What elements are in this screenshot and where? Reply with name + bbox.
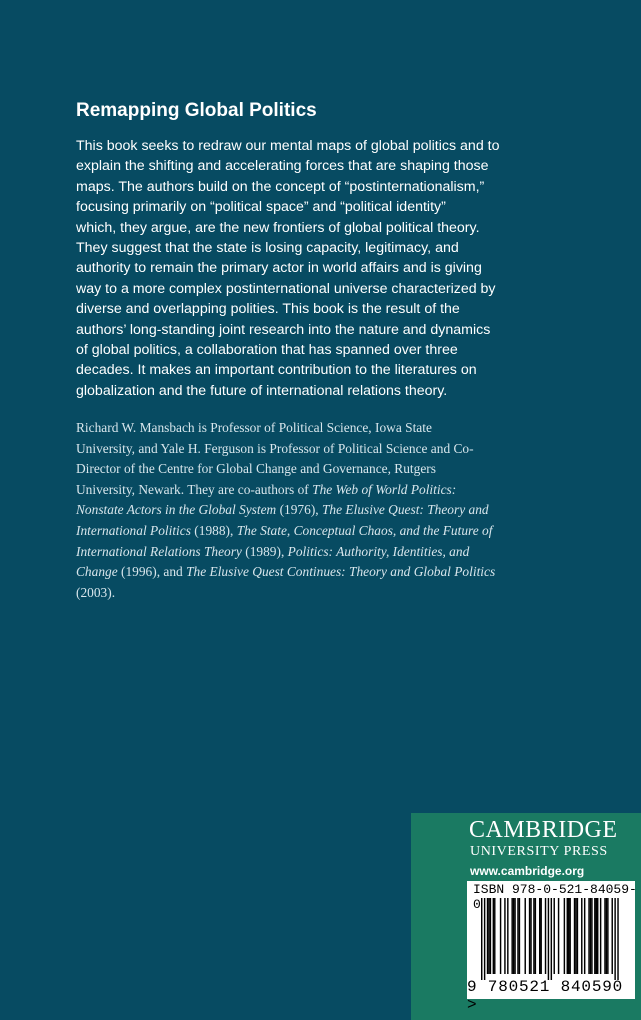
bio-line [76, 542, 506, 563]
description-line: decades. It makes an important contribution to the literatures on [76, 362, 477, 379]
barcode-bar [617, 898, 618, 980]
book-reference: International Relations Theory [76, 543, 242, 559]
barcode-bar [612, 898, 613, 974]
barcode-bar [493, 898, 494, 974]
book-reference: The Elusive Quest: Theory and [321, 502, 489, 518]
barcode-bar [551, 898, 552, 980]
barcode-bar [529, 898, 530, 974]
barcode-bar [606, 898, 607, 974]
description-line: which, they argue, are the new frontiers of global political theory. [76, 219, 480, 236]
barcode-bar [519, 898, 520, 974]
barcode-bar [545, 898, 546, 974]
book-reference: The Web of World Politics: [312, 481, 457, 497]
bio-line [76, 562, 506, 583]
barcode-bar [588, 898, 589, 974]
book-reference: Nonstate Actors in the Global System [76, 502, 277, 518]
barcode-bar [514, 898, 515, 974]
barcode-bar [513, 898, 514, 974]
bio-line: Richard W. Mansbach is Professor of Political Science, Iowa State [76, 420, 432, 435]
barcode-bar [517, 898, 518, 974]
barcode-bar [591, 898, 592, 974]
barcode-bar [494, 898, 495, 974]
barcode-bar [511, 898, 512, 974]
barcode-bar [488, 898, 489, 974]
barcode-bar [507, 898, 508, 974]
bio-text: (1976), [276, 502, 322, 518]
barcode-bar [481, 898, 482, 980]
barcode-bar [504, 898, 505, 974]
barcode-bar [535, 898, 536, 974]
barcode-bar [533, 898, 534, 974]
description-line: authority to remain the primary actor in world affairs and is giving [76, 260, 482, 277]
description-line: maps. The authors build on the concept of “postinternationalism,” [76, 178, 485, 195]
book-reference: International Politics [76, 522, 191, 538]
description-line: This book seeks to redraw our mental maps of global politics and to [76, 138, 500, 154]
book-reference: Change [76, 564, 118, 580]
barcode-bar [530, 898, 531, 974]
description-line: authors’ long-standing joint research into the nature and dynamics [76, 321, 491, 338]
bio-line: University, and Yale H. Ferguson is Professor of Political Science and Co- [76, 440, 474, 456]
barcode-bar [567, 898, 568, 974]
bio-line: (2003). [76, 584, 116, 600]
barcode-bar [554, 898, 555, 974]
barcode-bar [581, 898, 582, 974]
description-line: globalization and the future of international relations theory. [76, 382, 448, 399]
book-reference: The State, Conceptual Chaos, and the Future of [236, 522, 493, 538]
barcode-bar [564, 898, 565, 974]
bio-text: (1996), and [117, 564, 187, 580]
barcode-bar [558, 898, 559, 974]
barcode-bar [525, 898, 526, 974]
isbn-label: ISBN 978-0-521-84059-0 [473, 882, 637, 912]
description-line: They suggest that the state is losing capacity, legitimacy, and [76, 240, 459, 257]
author-bio [76, 418, 506, 603]
barcode-bar [484, 898, 485, 980]
barcode-bar [596, 898, 597, 974]
barcode-bar [594, 898, 595, 974]
barcode-bar [604, 898, 605, 974]
barcode-bar [569, 898, 570, 974]
publisher-logo-name: CAMBRIDGE [469, 817, 618, 843]
barcode-bar [540, 898, 541, 974]
publisher-url: www.cambridge.org [470, 864, 585, 878]
bio-text: University, Newark. They are co-authors of [76, 481, 313, 497]
barcode-bar [568, 898, 569, 974]
book-reference: The Elusive Quest Continues: Theory and Global Politics [186, 564, 496, 580]
description-line: explain the shifting and accelerating forces that are shaping those [76, 158, 489, 175]
book-title: Remapping Global Politics [76, 100, 317, 121]
book-description [76, 136, 506, 401]
barcode-bar [500, 898, 501, 974]
description-line: way to a more complex postinternational universe characterized by [76, 280, 496, 297]
bio-line [76, 500, 506, 521]
bio-line [76, 521, 506, 542]
barcode-bar [574, 898, 575, 974]
barcode-bar [548, 898, 549, 980]
barcode-bar [539, 898, 540, 974]
description-line: focusing primarily on “political space” and “political identity” [76, 199, 446, 216]
barcode-bar [577, 898, 578, 974]
barcode-bar [614, 898, 615, 980]
barcode-bar [487, 898, 488, 974]
bio-text: (1989), [241, 543, 288, 559]
book-reference: Politics: Authority, Identities, and [287, 543, 470, 559]
barcode-bar [584, 898, 585, 974]
barcode-digits: 9 780521 840590 > [467, 978, 624, 1014]
barcode-bar [600, 898, 601, 974]
barcode-bar [575, 898, 576, 974]
description-line: of global politics, a collaboration that has spanned over three [76, 342, 458, 359]
barcode-bar [590, 898, 591, 974]
publisher-logo-subtitle: UNIVERSITY PRESS [470, 844, 608, 859]
bio-line: Director of the Centre for Global Change and Governance, Rutgers [76, 461, 436, 477]
description-line: diverse and overlapping polities. This book is the result of the [76, 301, 460, 318]
bio-text: (1988), [190, 522, 237, 538]
barcode-bar [597, 898, 598, 974]
barcode-bar [490, 898, 491, 974]
bio-line [76, 480, 506, 501]
barcode-bar [607, 898, 608, 974]
